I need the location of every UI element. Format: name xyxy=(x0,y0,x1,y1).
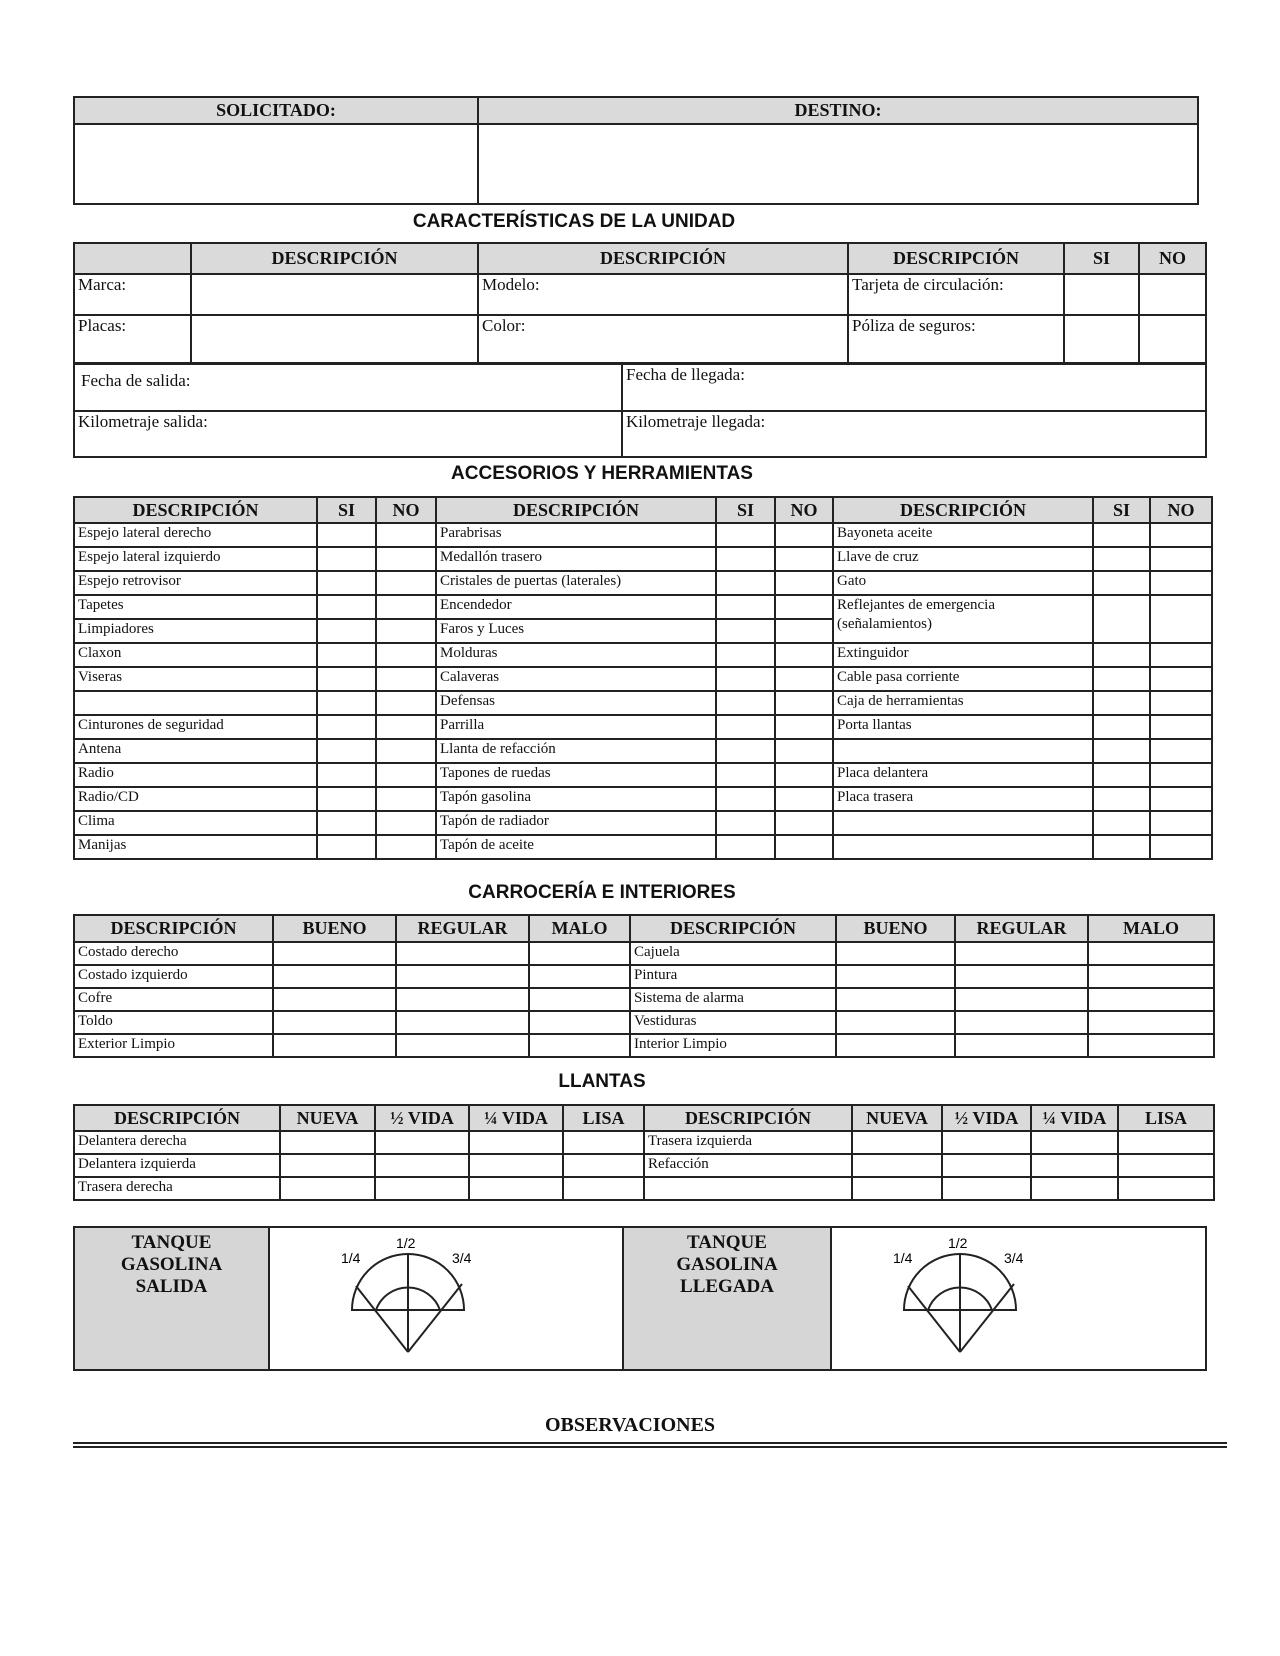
table-row xyxy=(74,1034,1214,1057)
bueno-cell[interactable] xyxy=(273,1034,396,1057)
accesorio-si-cell[interactable] xyxy=(716,547,775,571)
gauge-q1-label: 1/4 xyxy=(341,1250,361,1266)
llanta-estado-cell[interactable] xyxy=(852,1177,942,1200)
accesorio-label: Parabrisas xyxy=(436,523,716,547)
llanta-estado-cell[interactable] xyxy=(942,1131,1031,1154)
llanta-label: Trasera izquierda xyxy=(644,1131,852,1154)
accesorio-si-cell[interactable] xyxy=(1093,739,1150,763)
llantas-title: LLANTAS xyxy=(558,1071,646,1092)
acc-desc-header: DESCRIPCIÓN xyxy=(436,497,716,523)
malo-cell[interactable] xyxy=(529,1034,630,1057)
llanta-estado-cell[interactable] xyxy=(1031,1177,1118,1200)
accesorio-label: Llanta de refacción xyxy=(436,739,716,763)
ll-cuarto-header: ¼ VIDA xyxy=(469,1105,563,1131)
carroceria-label: Costado izquierdo xyxy=(74,965,273,988)
ll-nueva-header: NUEVA xyxy=(852,1105,942,1131)
desc-header-1: DESCRIPCIÓN xyxy=(191,243,478,274)
bueno-cell[interactable] xyxy=(273,965,396,988)
accesorio-no-cell[interactable] xyxy=(1150,571,1212,595)
accesorio-no-cell[interactable] xyxy=(376,619,436,643)
gauge-llegada-cell[interactable] xyxy=(831,1227,1206,1370)
car-malo-header: MALO xyxy=(1088,915,1214,942)
accesorio-no-cell[interactable] xyxy=(376,523,436,547)
accesorio-label: Espejo lateral izquierdo xyxy=(74,547,317,571)
tanque-salida-line-3: SALIDA xyxy=(135,1276,208,1297)
observaciones-rule-bottom xyxy=(73,1446,1227,1448)
acc-si-header: SI xyxy=(317,497,376,523)
accesorio-si-cell[interactable] xyxy=(716,787,775,811)
accesorio-no-cell[interactable] xyxy=(775,835,833,859)
accesorio-no-cell[interactable] xyxy=(1150,715,1212,739)
accesorio-label: Extinguidor xyxy=(833,643,1093,667)
llanta-estado-cell[interactable] xyxy=(1118,1154,1214,1177)
acc-no-header: NO xyxy=(1150,497,1212,523)
destino-field[interactable] xyxy=(478,124,1198,204)
accesorio-label: Tapón de radiador xyxy=(436,811,716,835)
car-desc-header: DESCRIPCIÓN xyxy=(630,915,836,942)
table-row xyxy=(74,965,1214,988)
gauge-half-label: 1/2 xyxy=(396,1235,416,1251)
llanta-estado-cell[interactable] xyxy=(469,1131,563,1154)
car-regular-header: REGULAR xyxy=(396,915,529,942)
accesorio-label: Bayoneta aceite xyxy=(833,523,1093,547)
table-row xyxy=(74,1011,1214,1034)
table-row xyxy=(74,523,1212,547)
accesorio-label: Placa trasera xyxy=(833,787,1093,811)
llanta-label: Delantera derecha xyxy=(74,1131,280,1154)
km-salida-field[interactable]: Kilometraje salida: xyxy=(74,411,622,457)
tanque-salida-line-2: GASOLINA xyxy=(120,1254,223,1275)
accesorio-si-cell[interactable] xyxy=(317,739,376,763)
placas-field[interactable] xyxy=(191,315,478,363)
tarjeta-si-cell[interactable] xyxy=(1064,274,1139,315)
accesorio-si-cell[interactable] xyxy=(1093,835,1150,859)
table-row xyxy=(74,547,1212,571)
accesorio-no-cell[interactable] xyxy=(376,811,436,835)
table-row xyxy=(74,763,1212,787)
accesorio-no-cell[interactable] xyxy=(376,691,436,715)
carroceria-title: CARROCERÍA E INTERIORES xyxy=(468,882,736,903)
accesorios-title: ACCESORIOS Y HERRAMIENTAS xyxy=(451,463,753,484)
accesorio-no-cell[interactable] xyxy=(775,739,833,763)
malo-cell[interactable] xyxy=(529,965,630,988)
table-row xyxy=(74,942,1214,965)
accesorio-label xyxy=(833,739,1093,763)
malo-cell[interactable] xyxy=(529,1011,630,1034)
accesorios-table xyxy=(73,496,1213,860)
accesorio-si-cell[interactable] xyxy=(317,547,376,571)
accesorio-si-cell[interactable] xyxy=(317,691,376,715)
regular-cell[interactable] xyxy=(396,965,529,988)
carroceria-label: Cajuela xyxy=(630,942,836,965)
carroceria-label: Sistema de alarma xyxy=(630,988,836,1011)
regular-cell[interactable] xyxy=(955,942,1088,965)
accesorio-no-cell[interactable] xyxy=(376,763,436,787)
accesorio-label: Defensas xyxy=(436,691,716,715)
solicitado-header: SOLICITADO: xyxy=(74,97,478,124)
accesorio-label: Medallón trasero xyxy=(436,547,716,571)
accesorio-si-cell[interactable] xyxy=(317,619,376,643)
car-regular-header: REGULAR xyxy=(955,915,1088,942)
table-row xyxy=(74,667,1212,691)
accesorio-si-cell[interactable] xyxy=(317,667,376,691)
modelo-label[interactable]: Modelo: xyxy=(478,274,848,315)
bueno-cell[interactable] xyxy=(273,942,396,965)
accesorio-label: Antena xyxy=(74,739,317,763)
accesorio-label: Claxon xyxy=(74,643,317,667)
marca-label: Marca: xyxy=(74,274,191,315)
accesorio-label: Faros y Luces xyxy=(436,619,716,643)
accesorio-si-cell[interactable] xyxy=(1093,547,1150,571)
carroceria-label: Costado derecho xyxy=(74,942,273,965)
accesorio-no-cell[interactable] xyxy=(775,643,833,667)
llanta-estado-cell[interactable] xyxy=(563,1177,644,1200)
accesorio-label: Placa delantera xyxy=(833,763,1093,787)
bueno-cell[interactable] xyxy=(836,1011,955,1034)
accesorio-label: Molduras xyxy=(436,643,716,667)
accesorio-no-cell[interactable] xyxy=(1150,835,1212,859)
malo-cell[interactable] xyxy=(529,988,630,1011)
llanta-estado-cell[interactable] xyxy=(280,1154,375,1177)
table-row xyxy=(74,715,1212,739)
accesorio-no-cell[interactable] xyxy=(1150,691,1212,715)
accesorio-label: Calaveras xyxy=(436,667,716,691)
accesorio-si-cell[interactable] xyxy=(716,571,775,595)
regular-cell[interactable] xyxy=(955,965,1088,988)
accesorio-si-cell[interactable] xyxy=(1093,811,1150,835)
accesorio-si-cell[interactable] xyxy=(317,643,376,667)
accesorio-label: Radio/CD xyxy=(74,787,317,811)
accesorio-no-cell[interactable] xyxy=(376,595,436,619)
llanta-estado-cell[interactable] xyxy=(1031,1154,1118,1177)
acc-si-header: SI xyxy=(1093,497,1150,523)
accesorio-label: Limpiadores xyxy=(74,619,317,643)
accesorio-no-cell[interactable] xyxy=(376,835,436,859)
ll-nueva-header: NUEVA xyxy=(280,1105,375,1131)
accesorio-label xyxy=(74,691,317,715)
car-desc-header: DESCRIPCIÓN xyxy=(74,915,273,942)
table-row xyxy=(74,571,1212,595)
accesorio-si-cell[interactable] xyxy=(317,595,376,619)
accesorio-si-cell[interactable] xyxy=(1093,691,1150,715)
poliza-label: Póliza de seguros: xyxy=(848,315,1064,363)
accesorio-label: Tapón de aceite xyxy=(436,835,716,859)
poliza-si-cell[interactable] xyxy=(1064,315,1139,363)
table-row xyxy=(74,691,1212,715)
accesorio-si-cell[interactable] xyxy=(1093,787,1150,811)
accesorio-no-cell[interactable] xyxy=(775,811,833,835)
regular-cell[interactable] xyxy=(955,1011,1088,1034)
no-header: NO xyxy=(1139,243,1206,274)
bueno-cell[interactable] xyxy=(273,988,396,1011)
observaciones-title: OBSERVACIONES xyxy=(544,1414,716,1436)
regular-cell[interactable] xyxy=(396,988,529,1011)
table-row xyxy=(74,1177,1214,1200)
table-row xyxy=(74,835,1212,859)
car-malo-header: MALO xyxy=(529,915,630,942)
ll-desc-header: DESCRIPCIÓN xyxy=(644,1105,852,1131)
accesorio-si-cell[interactable] xyxy=(317,523,376,547)
llanta-estado-cell[interactable] xyxy=(942,1177,1031,1200)
km-llegada-field[interactable]: Kilometraje llegada: xyxy=(622,411,1206,457)
accesorio-si-cell[interactable] xyxy=(317,763,376,787)
llanta-estado-cell[interactable] xyxy=(1031,1131,1118,1154)
llanta-label: Delantera izquierda xyxy=(74,1154,280,1177)
accesorio-no-cell[interactable] xyxy=(775,763,833,787)
accesorio-no-cell[interactable] xyxy=(1150,667,1212,691)
tarjeta-label: Tarjeta de circulación: xyxy=(848,274,1064,315)
malo-cell[interactable] xyxy=(1088,988,1214,1011)
tanque-table xyxy=(73,1226,1207,1371)
accesorio-no-cell[interactable] xyxy=(376,787,436,811)
llantas-table xyxy=(73,1104,1215,1201)
accesorio-label: Cable pasa corriente xyxy=(833,667,1093,691)
unidad-table xyxy=(73,242,1207,364)
malo-cell[interactable] xyxy=(1088,1011,1214,1034)
accesorio-label: Tapetes xyxy=(74,595,317,619)
accesorio-no-cell[interactable] xyxy=(775,571,833,595)
accesorio-si-cell[interactable] xyxy=(716,835,775,859)
carroceria-table xyxy=(73,914,1215,1058)
accesorio-no-cell[interactable] xyxy=(1150,595,1212,643)
solicitado-field[interactable] xyxy=(74,124,478,204)
tanque-salida-label xyxy=(74,1227,269,1370)
accesorio-si-cell[interactable] xyxy=(716,643,775,667)
regular-cell[interactable] xyxy=(955,1034,1088,1057)
marca-field[interactable] xyxy=(191,274,478,315)
accesorio-si-cell[interactable] xyxy=(716,523,775,547)
regular-cell[interactable] xyxy=(396,1034,529,1057)
ll-lisa-header: LISA xyxy=(563,1105,644,1131)
malo-cell[interactable] xyxy=(1088,1034,1214,1057)
llanta-estado-cell[interactable] xyxy=(1118,1131,1214,1154)
accesorio-si-cell[interactable] xyxy=(1093,571,1150,595)
accesorio-si-cell[interactable] xyxy=(716,763,775,787)
accesorio-no-cell[interactable] xyxy=(1150,811,1212,835)
table-row xyxy=(74,595,1212,619)
acc-desc-header: DESCRIPCIÓN xyxy=(833,497,1093,523)
carroceria-label: Exterior Limpio xyxy=(74,1034,273,1057)
gauge-q1-label: 1/4 xyxy=(893,1250,913,1266)
accesorio-no-cell[interactable] xyxy=(1150,547,1212,571)
llanta-estado-cell[interactable] xyxy=(563,1131,644,1154)
accesorio-label: Reflejantes de emergencia (señalamientos) xyxy=(833,595,1093,643)
llanta-estado-cell[interactable] xyxy=(942,1154,1031,1177)
accesorio-no-cell[interactable] xyxy=(376,667,436,691)
bueno-cell[interactable] xyxy=(836,988,955,1011)
accesorio-si-cell[interactable] xyxy=(716,811,775,835)
ll-media-header: ½ VIDA xyxy=(942,1105,1031,1131)
llanta-estado-cell[interactable] xyxy=(852,1131,942,1154)
ll-cuarto-header: ¼ VIDA xyxy=(1031,1105,1118,1131)
accesorio-label: Clima xyxy=(74,811,317,835)
accesorio-si-cell[interactable] xyxy=(716,619,775,643)
tanque-llegada-label xyxy=(623,1227,831,1370)
accesorio-no-cell[interactable] xyxy=(1150,739,1212,763)
accesorio-no-cell[interactable] xyxy=(775,667,833,691)
accesorio-no-cell[interactable] xyxy=(376,571,436,595)
accesorio-si-cell[interactable] xyxy=(317,787,376,811)
accesorio-no-cell[interactable] xyxy=(775,523,833,547)
carroceria-label: Pintura xyxy=(630,965,836,988)
ll-desc-header: DESCRIPCIÓN xyxy=(74,1105,280,1131)
bueno-cell[interactable] xyxy=(836,965,955,988)
llanta-estado-cell[interactable] xyxy=(280,1177,375,1200)
carroceria-label: Interior Limpio xyxy=(630,1034,836,1057)
accesorio-no-cell[interactable] xyxy=(1150,763,1212,787)
destino-header: DESTINO: xyxy=(478,97,1198,124)
desc-header-2: DESCRIPCIÓN xyxy=(478,243,848,274)
accesorio-si-cell[interactable] xyxy=(317,835,376,859)
poliza-no-cell[interactable] xyxy=(1139,315,1206,363)
accesorio-no-cell[interactable] xyxy=(376,715,436,739)
accesorio-no-cell[interactable] xyxy=(775,595,833,619)
tanque-llegada-line-1: TANQUE xyxy=(687,1232,767,1253)
tarjeta-no-cell[interactable] xyxy=(1139,274,1206,315)
color-label[interactable]: Color: xyxy=(478,315,848,363)
llanta-estado-cell[interactable] xyxy=(469,1177,563,1200)
table-row xyxy=(74,1154,1214,1177)
unidad-title: CARACTERÍSTICAS DE LA UNIDAD xyxy=(412,211,736,232)
llanta-estado-cell[interactable] xyxy=(280,1131,375,1154)
gauge-q3-label: 3/4 xyxy=(1004,1250,1024,1266)
accesorio-si-cell[interactable] xyxy=(1093,523,1150,547)
table-row xyxy=(74,988,1214,1011)
accesorio-label xyxy=(833,811,1093,835)
fecha-llegada-field[interactable]: Fecha de llegada: xyxy=(622,364,1206,411)
llanta-label xyxy=(644,1177,852,1200)
accesorio-no-cell[interactable] xyxy=(1150,523,1212,547)
llanta-estado-cell[interactable] xyxy=(563,1154,644,1177)
accesorio-no-cell[interactable] xyxy=(1150,643,1212,667)
acc-desc-header: DESCRIPCIÓN xyxy=(74,497,317,523)
accesorio-label: Gato xyxy=(833,571,1093,595)
llanta-estado-cell[interactable] xyxy=(375,1131,469,1154)
llanta-estado-cell[interactable] xyxy=(375,1154,469,1177)
llanta-estado-cell[interactable] xyxy=(1118,1177,1214,1200)
accesorio-no-cell[interactable] xyxy=(376,547,436,571)
gauge-q3-label: 3/4 xyxy=(452,1250,472,1266)
accesorio-si-cell[interactable] xyxy=(317,811,376,835)
accesorio-no-cell[interactable] xyxy=(775,715,833,739)
accesorio-si-cell[interactable] xyxy=(716,715,775,739)
observaciones-rule-top xyxy=(73,1442,1227,1444)
carroceria-label: Cofre xyxy=(74,988,273,1011)
llanta-estado-cell[interactable] xyxy=(375,1177,469,1200)
ll-media-header: ½ VIDA xyxy=(375,1105,469,1131)
regular-cell[interactable] xyxy=(396,942,529,965)
table-row xyxy=(74,811,1212,835)
accesorio-no-cell[interactable] xyxy=(775,691,833,715)
accesorio-si-cell[interactable] xyxy=(716,739,775,763)
accesorio-label: Caja de herramientas xyxy=(833,691,1093,715)
table-row xyxy=(74,1131,1214,1154)
accesorio-no-cell[interactable] xyxy=(1150,787,1212,811)
fecha-salida-field[interactable]: Fecha de salida: xyxy=(74,364,622,411)
llanta-estado-cell[interactable] xyxy=(469,1154,563,1177)
gauge-half-label: 1/2 xyxy=(948,1235,968,1251)
accesorio-no-cell[interactable] xyxy=(376,643,436,667)
accesorio-label: Espejo retrovisor xyxy=(74,571,317,595)
fechas-table xyxy=(73,363,1207,458)
accesorio-label: Espejo lateral derecho xyxy=(74,523,317,547)
accesorio-label: Tapones de ruedas xyxy=(436,763,716,787)
accesorio-no-cell[interactable] xyxy=(775,547,833,571)
accesorio-label: Tapón gasolina xyxy=(436,787,716,811)
desc-header-3: DESCRIPCIÓN xyxy=(848,243,1064,274)
accesorio-label: Llave de cruz xyxy=(833,547,1093,571)
car-bueno-header: BUENO xyxy=(273,915,396,942)
accesorio-si-cell[interactable] xyxy=(716,595,775,619)
accesorio-si-cell[interactable] xyxy=(1093,643,1150,667)
regular-cell[interactable] xyxy=(396,1011,529,1034)
acc-si-header: SI xyxy=(716,497,775,523)
accesorio-label: Viseras xyxy=(74,667,317,691)
table-row xyxy=(74,643,1212,667)
llanta-label: Trasera derecha xyxy=(74,1177,280,1200)
accesorio-si-cell[interactable] xyxy=(1093,667,1150,691)
accesorio-no-cell[interactable] xyxy=(775,619,833,643)
bueno-cell[interactable] xyxy=(836,1034,955,1057)
ll-lisa-header: LISA xyxy=(1118,1105,1214,1131)
tanque-llegada-line-3: LLEGADA xyxy=(680,1276,774,1297)
accesorio-si-cell[interactable] xyxy=(716,667,775,691)
accesorio-label: Manijas xyxy=(74,835,317,859)
tanque-salida-line-1: TANQUE xyxy=(131,1232,212,1253)
bueno-cell[interactable] xyxy=(273,1011,396,1034)
malo-cell[interactable] xyxy=(1088,942,1214,965)
tanque-llegada-line-2: GASOLINA xyxy=(676,1254,778,1275)
request-table xyxy=(73,96,1199,205)
malo-cell[interactable] xyxy=(529,942,630,965)
fuel-gauge-icon[interactable] xyxy=(330,1228,530,1368)
placas-label: Placas: xyxy=(74,315,191,363)
accesorio-label: Encendedor xyxy=(436,595,716,619)
accesorio-label: Porta llantas xyxy=(833,715,1093,739)
accesorio-label: Parrilla xyxy=(436,715,716,739)
carroceria-label: Toldo xyxy=(74,1011,273,1034)
table-row xyxy=(74,739,1212,763)
malo-cell[interactable] xyxy=(1088,965,1214,988)
fuel-gauge-icon[interactable] xyxy=(882,1228,1082,1368)
accesorio-si-cell[interactable] xyxy=(317,571,376,595)
car-bueno-header: BUENO xyxy=(836,915,955,942)
accesorio-label: Cristales de puertas (laterales) xyxy=(436,571,716,595)
accesorio-no-cell[interactable] xyxy=(376,739,436,763)
carroceria-label: Vestiduras xyxy=(630,1011,836,1034)
gauge-salida-cell[interactable] xyxy=(269,1227,623,1370)
acc-no-header: NO xyxy=(376,497,436,523)
accesorio-label: Radio xyxy=(74,763,317,787)
regular-cell[interactable] xyxy=(955,988,1088,1011)
accesorio-si-cell[interactable] xyxy=(1093,715,1150,739)
accesorio-si-cell[interactable] xyxy=(317,715,376,739)
bueno-cell[interactable] xyxy=(836,942,955,965)
blank-header xyxy=(74,243,191,274)
accesorio-si-cell[interactable] xyxy=(1093,763,1150,787)
accesorio-label xyxy=(833,835,1093,859)
accesorio-si-cell[interactable] xyxy=(716,691,775,715)
accesorio-si-cell[interactable] xyxy=(1093,595,1150,643)
acc-no-header: NO xyxy=(775,497,833,523)
llanta-label: Refacción xyxy=(644,1154,852,1177)
table-row xyxy=(74,787,1212,811)
accesorio-no-cell[interactable] xyxy=(775,787,833,811)
accesorio-label: Cinturones de seguridad xyxy=(74,715,317,739)
si-header: SI xyxy=(1064,243,1139,274)
llanta-estado-cell[interactable] xyxy=(852,1154,942,1177)
